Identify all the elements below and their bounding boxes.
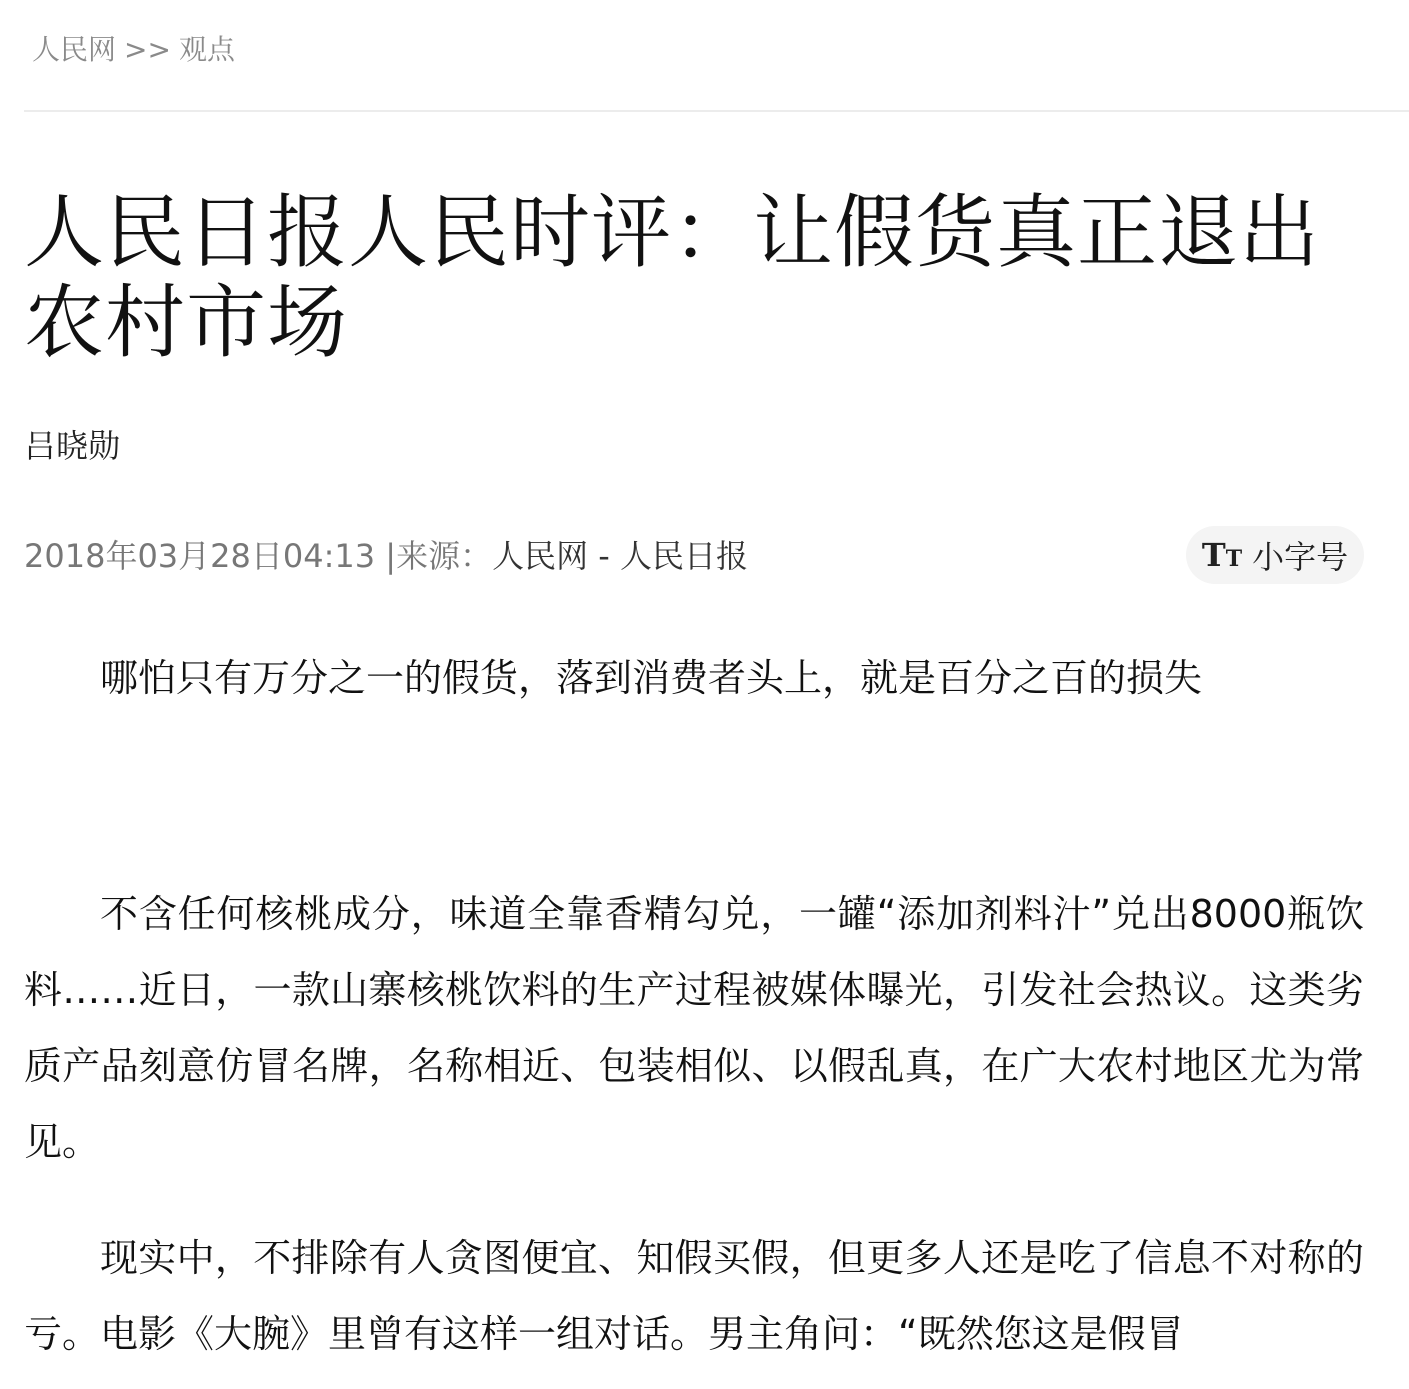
article-title: 人民日报人民时评：让假货真正退出农村市场 — [24, 186, 1320, 369]
header-divider — [24, 110, 1409, 112]
font-size-toggle-button[interactable] — [1186, 526, 1364, 584]
publish-datetime: 2018年03月28日04:13 — [24, 537, 376, 575]
source-label: 来源： — [396, 537, 493, 575]
text-size-icon: T T — [1201, 536, 1243, 574]
article-body — [24, 640, 1364, 1389]
article-paragraph: 不含任何核桃成分，味道全靠香精勾兑，一罐“添加剂料汁”兑出8000瓶饮料……近日，一款山寨核桃饮料的生产过程被媒体曝光，引发社会热议。这类劣质产品刻意仿冒名牌，名称相近、包装相似、以假乱真，在广大农村地区尤为常见。 — [24, 892, 1364, 1164]
source-link[interactable]: 人民网 - 人民日报 — [492, 537, 748, 575]
breadcrumb-section-link[interactable]: 观点 — [178, 33, 235, 66]
breadcrumb-home-link[interactable]: 人民网 — [32, 33, 117, 66]
breadcrumb — [32, 30, 235, 70]
breadcrumb-separator: >> — [124, 33, 171, 66]
font-size-label: 小字号 — [1252, 538, 1349, 576]
meta-divider: | — [385, 537, 397, 575]
article-paragraph: 现实中，不排除有人贪图便宜、知假买假，但更多人还是吃了信息不对称的亏。电影《大腕》里曾有这样一组对话。男主角问：“既然您这是假冒 — [24, 1236, 1364, 1356]
article-lead: 哪怕只有万分之一的假货，落到消费者头上，就是百分之百的损失 — [100, 656, 1203, 700]
article-meta — [24, 534, 748, 578]
article-author: 吕晓勋 — [24, 427, 121, 465]
